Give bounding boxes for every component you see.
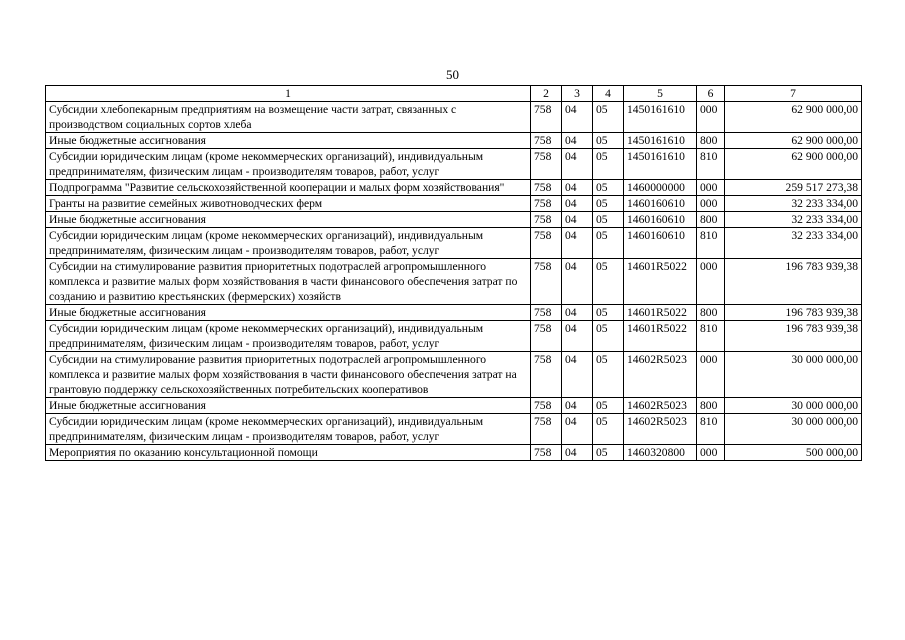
row-col-6: 800 xyxy=(697,133,725,149)
table-row xyxy=(46,196,862,212)
row-amount: 259 517 273,38 xyxy=(725,180,862,196)
row-col-5: 1460160610 xyxy=(624,228,697,259)
row-name: Субсидии на стимулирование развития приоритетных подотраслей агропромышленного комплекса и развитие малых форм хозяйствования в части финансового обеспечения затрат на грантовую поддержку сельскохозяйственных потребительских кооперативов xyxy=(46,352,531,398)
row-col-3: 04 xyxy=(562,414,593,445)
row-amount: 30 000 000,00 xyxy=(725,414,862,445)
row-col-5: 14601R5022 xyxy=(624,259,697,305)
header-col-6: 6 xyxy=(697,86,725,102)
row-col-5: 1460160610 xyxy=(624,212,697,228)
header-col-1: 1 xyxy=(46,86,531,102)
table-row xyxy=(46,445,862,461)
row-amount: 62 900 000,00 xyxy=(725,149,862,180)
table-row xyxy=(46,398,862,414)
row-col-6: 800 xyxy=(697,305,725,321)
row-col-3: 04 xyxy=(562,196,593,212)
header-col-2: 2 xyxy=(531,86,562,102)
header-col-5: 5 xyxy=(624,86,697,102)
row-col-4: 05 xyxy=(593,414,624,445)
row-col-2: 758 xyxy=(531,414,562,445)
row-name: Гранты на развитие семейных животноводческих ферм xyxy=(46,196,531,212)
row-col-5: 1450161610 xyxy=(624,149,697,180)
row-col-4: 05 xyxy=(593,305,624,321)
table-row xyxy=(46,149,862,180)
table-row xyxy=(46,305,862,321)
row-col-6: 000 xyxy=(697,352,725,398)
row-col-4: 05 xyxy=(593,149,624,180)
row-name: Иные бюджетные ассигнования xyxy=(46,398,531,414)
row-col-4: 05 xyxy=(593,321,624,352)
row-name: Субсидии на стимулирование развития приоритетных подотраслей агропромышленного комплекса и развитие малых форм хозяйствования в части финансового обеспечения затрат по созданию и развитию крестьянских (фермерских) хозяйств xyxy=(46,259,531,305)
budget-table xyxy=(45,85,862,461)
row-col-2: 758 xyxy=(531,228,562,259)
row-name: Подпрограмма "Развитие сельскохозяйственной кооперации и малых форм хозяйствования" xyxy=(46,180,531,196)
row-col-3: 04 xyxy=(562,212,593,228)
header-col-4: 4 xyxy=(593,86,624,102)
row-col-4: 05 xyxy=(593,196,624,212)
row-name: Субсидии хлебопекарным предприятиям на возмещение части затрат, связанных с производством социальных сортов хлеба xyxy=(46,102,531,133)
table-row xyxy=(46,321,862,352)
header-row xyxy=(46,86,862,102)
row-col-2: 758 xyxy=(531,321,562,352)
row-col-5: 14602R5023 xyxy=(624,352,697,398)
header-col-3: 3 xyxy=(562,86,593,102)
row-name: Субсидии юридическим лицам (кроме некоммерческих организаций), индивидуальным предпринимателям, физическим лицам - производителям товаров, работ, услуг xyxy=(46,228,531,259)
row-col-4: 05 xyxy=(593,102,624,133)
row-col-2: 758 xyxy=(531,445,562,461)
table-row xyxy=(46,102,862,133)
table-body xyxy=(46,102,862,461)
row-amount: 62 900 000,00 xyxy=(725,133,862,149)
row-col-4: 05 xyxy=(593,445,624,461)
row-col-6: 000 xyxy=(697,180,725,196)
table-row xyxy=(46,352,862,398)
row-col-4: 05 xyxy=(593,352,624,398)
row-name: Субсидии юридическим лицам (кроме некоммерческих организаций), индивидуальным предпринимателям, физическим лицам - производителям товаров, работ, услуг xyxy=(46,321,531,352)
row-col-2: 758 xyxy=(531,149,562,180)
row-col-4: 05 xyxy=(593,212,624,228)
row-col-3: 04 xyxy=(562,102,593,133)
row-col-4: 05 xyxy=(593,133,624,149)
row-col-6: 810 xyxy=(697,228,725,259)
row-col-2: 758 xyxy=(531,398,562,414)
row-col-5: 14602R5023 xyxy=(624,398,697,414)
row-col-6: 000 xyxy=(697,445,725,461)
row-amount: 62 900 000,00 xyxy=(725,102,862,133)
row-col-6: 000 xyxy=(697,102,725,133)
row-name: Субсидии юридическим лицам (кроме некоммерческих организаций), индивидуальным предпринимателям, физическим лицам - производителям товаров, работ, услуг xyxy=(46,149,531,180)
row-col-4: 05 xyxy=(593,228,624,259)
row-col-3: 04 xyxy=(562,445,593,461)
row-col-3: 04 xyxy=(562,259,593,305)
row-col-2: 758 xyxy=(531,196,562,212)
row-amount: 196 783 939,38 xyxy=(725,321,862,352)
row-col-3: 04 xyxy=(562,398,593,414)
row-col-3: 04 xyxy=(562,321,593,352)
row-amount: 32 233 334,00 xyxy=(725,228,862,259)
table-row xyxy=(46,228,862,259)
row-col-2: 758 xyxy=(531,180,562,196)
row-col-3: 04 xyxy=(562,133,593,149)
row-col-4: 05 xyxy=(593,180,624,196)
row-col-5: 1460000000 xyxy=(624,180,697,196)
row-amount: 32 233 334,00 xyxy=(725,212,862,228)
row-amount: 500 000,00 xyxy=(725,445,862,461)
table-row xyxy=(46,414,862,445)
row-col-3: 04 xyxy=(562,352,593,398)
row-col-3: 04 xyxy=(562,228,593,259)
row-col-5: 14602R5023 xyxy=(624,414,697,445)
row-name: Иные бюджетные ассигнования xyxy=(46,212,531,228)
row-col-6: 800 xyxy=(697,398,725,414)
row-col-5: 1450161610 xyxy=(624,102,697,133)
row-col-5: 1460160610 xyxy=(624,196,697,212)
row-col-5: 14601R5022 xyxy=(624,305,697,321)
row-col-2: 758 xyxy=(531,305,562,321)
row-col-2: 758 xyxy=(531,133,562,149)
table-row xyxy=(46,259,862,305)
row-amount: 30 000 000,00 xyxy=(725,352,862,398)
row-amount: 196 783 939,38 xyxy=(725,305,862,321)
row-col-6: 000 xyxy=(697,196,725,212)
row-amount: 32 233 334,00 xyxy=(725,196,862,212)
row-amount: 196 783 939,38 xyxy=(725,259,862,305)
row-col-5: 1450161610 xyxy=(624,133,697,149)
row-col-3: 04 xyxy=(562,305,593,321)
row-col-2: 758 xyxy=(531,259,562,305)
table-row xyxy=(46,212,862,228)
page-number: 50 xyxy=(446,67,459,82)
row-name: Иные бюджетные ассигнования xyxy=(46,133,531,149)
row-col-6: 810 xyxy=(697,414,725,445)
row-col-6: 800 xyxy=(697,212,725,228)
row-col-5: 14601R5022 xyxy=(624,321,697,352)
row-col-2: 758 xyxy=(531,352,562,398)
row-col-2: 758 xyxy=(531,102,562,133)
row-col-4: 05 xyxy=(593,398,624,414)
row-col-4: 05 xyxy=(593,259,624,305)
row-col-5: 1460320800 xyxy=(624,445,697,461)
row-col-6: 810 xyxy=(697,321,725,352)
header-col-7: 7 xyxy=(725,86,862,102)
row-name: Мероприятия по оказанию консультационной помощи xyxy=(46,445,531,461)
table-row xyxy=(46,180,862,196)
table-row xyxy=(46,133,862,149)
row-col-6: 810 xyxy=(697,149,725,180)
row-col-2: 758 xyxy=(531,212,562,228)
row-col-6: 000 xyxy=(697,259,725,305)
row-col-3: 04 xyxy=(562,149,593,180)
row-col-3: 04 xyxy=(562,180,593,196)
row-name: Иные бюджетные ассигнования xyxy=(46,305,531,321)
row-name: Субсидии юридическим лицам (кроме некоммерческих организаций), индивидуальным предпринимателям, физическим лицам - производителям товаров, работ, услуг xyxy=(46,414,531,445)
row-amount: 30 000 000,00 xyxy=(725,398,862,414)
